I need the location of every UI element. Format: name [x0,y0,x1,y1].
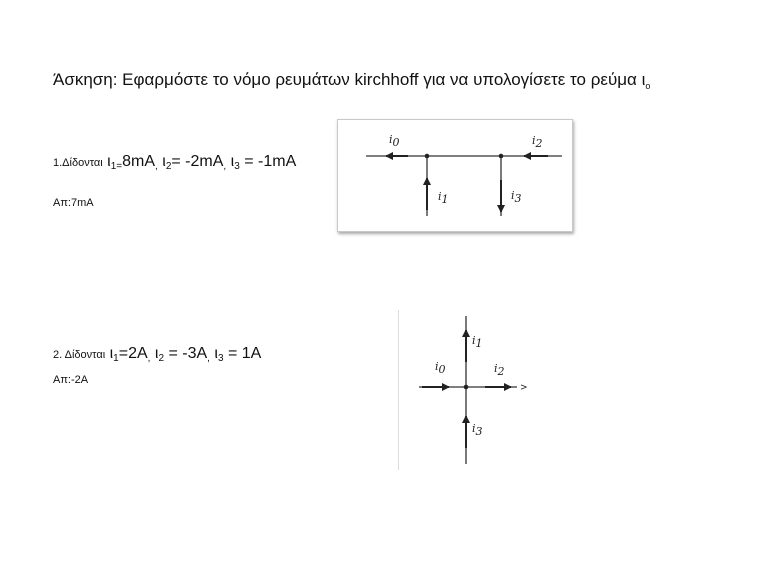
exercise-1-given: 1.Δίδονται $\iota_{1=}8mA_,$ $\iota_2= -2mA_,$ $\iota_3 = -1mA$ [53,153,297,172]
junction-node-left [425,154,430,159]
junction-node [464,385,469,390]
circuit-diagram-1-svg [338,120,572,231]
arrow-mark: > [520,383,528,393]
label-i1: i1 [472,334,483,350]
label-i2: i2 [494,362,505,378]
label-i3: i3 [511,189,522,205]
junction-node-right [499,154,504,159]
exercise-title: Άσκηση: Εφαρμόστε το νόμο ρευμάτων kirchhoff για να υπολογίσετε το ρεύμα $\iota_o$ [53,70,651,91]
exercise-2-prefix: 2. Δίδονται [53,349,106,361]
label-i1: i1 [438,190,449,206]
label-i0: i0 [389,133,400,149]
label-i3: i3 [472,422,483,438]
label-i0: i0 [435,360,446,376]
exercise-1-answer: Απ:7mA [53,197,94,209]
exercise-1-prefix: 1.Δίδονται [53,157,103,169]
circuit-diagram-2 [398,310,549,470]
circuit-diagram-1 [337,119,573,232]
title-subscript: o [645,81,651,91]
exercise-2-answer: Απ:-2A [53,374,89,386]
label-i2: i2 [532,134,543,150]
exercise-2-given: 2. Δίδονται $\iota_1=2A_,$ $\iota_2 = -3A_,$ $\iota_3 = 1A$ [53,345,262,364]
circuit-diagram-2-svg [399,310,549,470]
